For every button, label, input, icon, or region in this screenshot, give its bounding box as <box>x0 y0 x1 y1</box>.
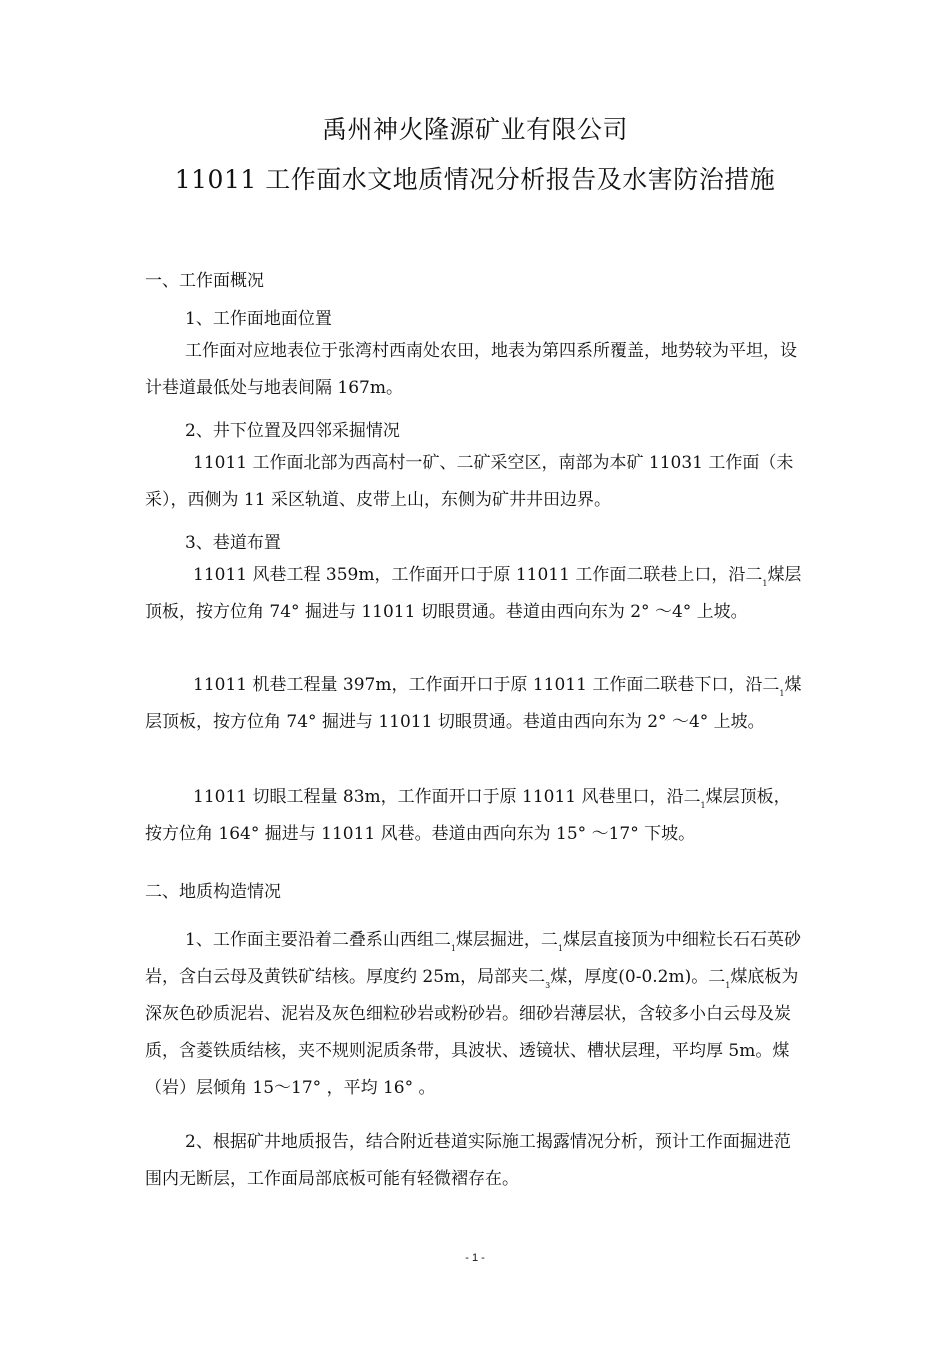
roadway-paragraph-1 <box>145 557 805 631</box>
text-run: 煤层顶板，按方位角 74° 掘进与 11011 切眼贯通。巷道由西向东为 2° ～4° 上坡。 <box>145 675 802 732</box>
text-run: 煤，厚度(0-0.2m)。二 <box>550 967 726 987</box>
text-run: 煤层掘进，二 <box>455 930 558 950</box>
text-run: 煤层直接顶为中细粒长石石英砂岩，含白云母及黄铁矿结核。厚度约 25m，局部夹二 <box>145 930 802 987</box>
text-run: 煤层顶板，按方位角 164° 掘进与 11011 风巷。巷道由西向东为 15° ～17° 下坡。 <box>145 787 791 844</box>
subscript: 1 <box>762 579 768 588</box>
geology-paragraph-1 <box>145 922 805 1107</box>
page-number: - 1 - <box>465 1252 485 1264</box>
subscript: 1 <box>779 689 785 698</box>
subscript: 1 <box>557 944 564 953</box>
text-run: 11011 切眼工程量 83m，工作面开口于原 11011 风巷里口，沿二 <box>193 787 701 807</box>
text-run: 煤底板为深灰色砂质泥岩、泥岩及灰色细粒砂岩或粉砂岩。细砂岩薄层状，含较多小白云母及炭质，含菱铁质结核，夹不规则泥质条带，具波状、透镜状、槽状层理，平均厚 5m。煤（岩）层倾角 15～17° ，平均 16° 。 <box>145 967 799 1098</box>
section2-heading: 二、地质构造情况 <box>145 882 281 902</box>
text-run: 煤层顶板，按方位角 74° 掘进与 11011 切眼贯通。巷道由西向东为 2° ～4° 上坡。 <box>145 565 802 622</box>
company-title: 禹州神火隆源矿业有限公司 <box>321 115 628 144</box>
section1-sub1-text: 工作面对应地表位于张湾村西南处农田，地表为第四系所覆盖，地势较为平坦，设计巷道最低处与地表间隔 167m。 <box>145 341 797 398</box>
report-title: 11011 工作面水文地质情况分析报告及水害防治措施 <box>174 165 776 194</box>
text-run: 11011 风巷工程 359m，工作面开口于原 11011 工作面二联巷上口，沿二 <box>193 565 763 585</box>
subscript: 1 <box>725 981 731 990</box>
text-run: 1、工作面主要沿着二叠系山西组二 <box>185 930 451 950</box>
section1-sub2-heading: 2、井下位置及四邻采掘情况 <box>185 421 400 441</box>
text-run: 11011 机巷工程量 397m，工作面开口于原 11011 工作面二联巷下口，沿二 <box>193 675 780 695</box>
subscript: 3 <box>545 981 551 990</box>
section1-sub3-heading: 3、巷道布置 <box>185 533 281 553</box>
section1-heading: 一、工作面概况 <box>145 271 264 291</box>
geology-paragraph-2: 2、根据矿井地质报告，结合附近巷道实际施工揭露情况分析，预计工作面掘进范围内无断层，工作面局部底板可能有轻微褶存在。 <box>145 1132 791 1189</box>
subscript: 1 <box>700 801 706 810</box>
section1-sub2-text: 11011 工作面北部为西高村一矿、二矿采空区，南部为本矿 11031 工作面（未采），西侧为 11 采区轨道、皮带上山，东侧为矿井井田边界。 <box>145 453 794 510</box>
subscript: 1 <box>450 944 456 953</box>
roadway-paragraph-3 <box>145 779 805 853</box>
roadway-paragraph-2 <box>145 667 805 741</box>
section1-sub1-heading: 1、工作面地面位置 <box>185 309 332 329</box>
